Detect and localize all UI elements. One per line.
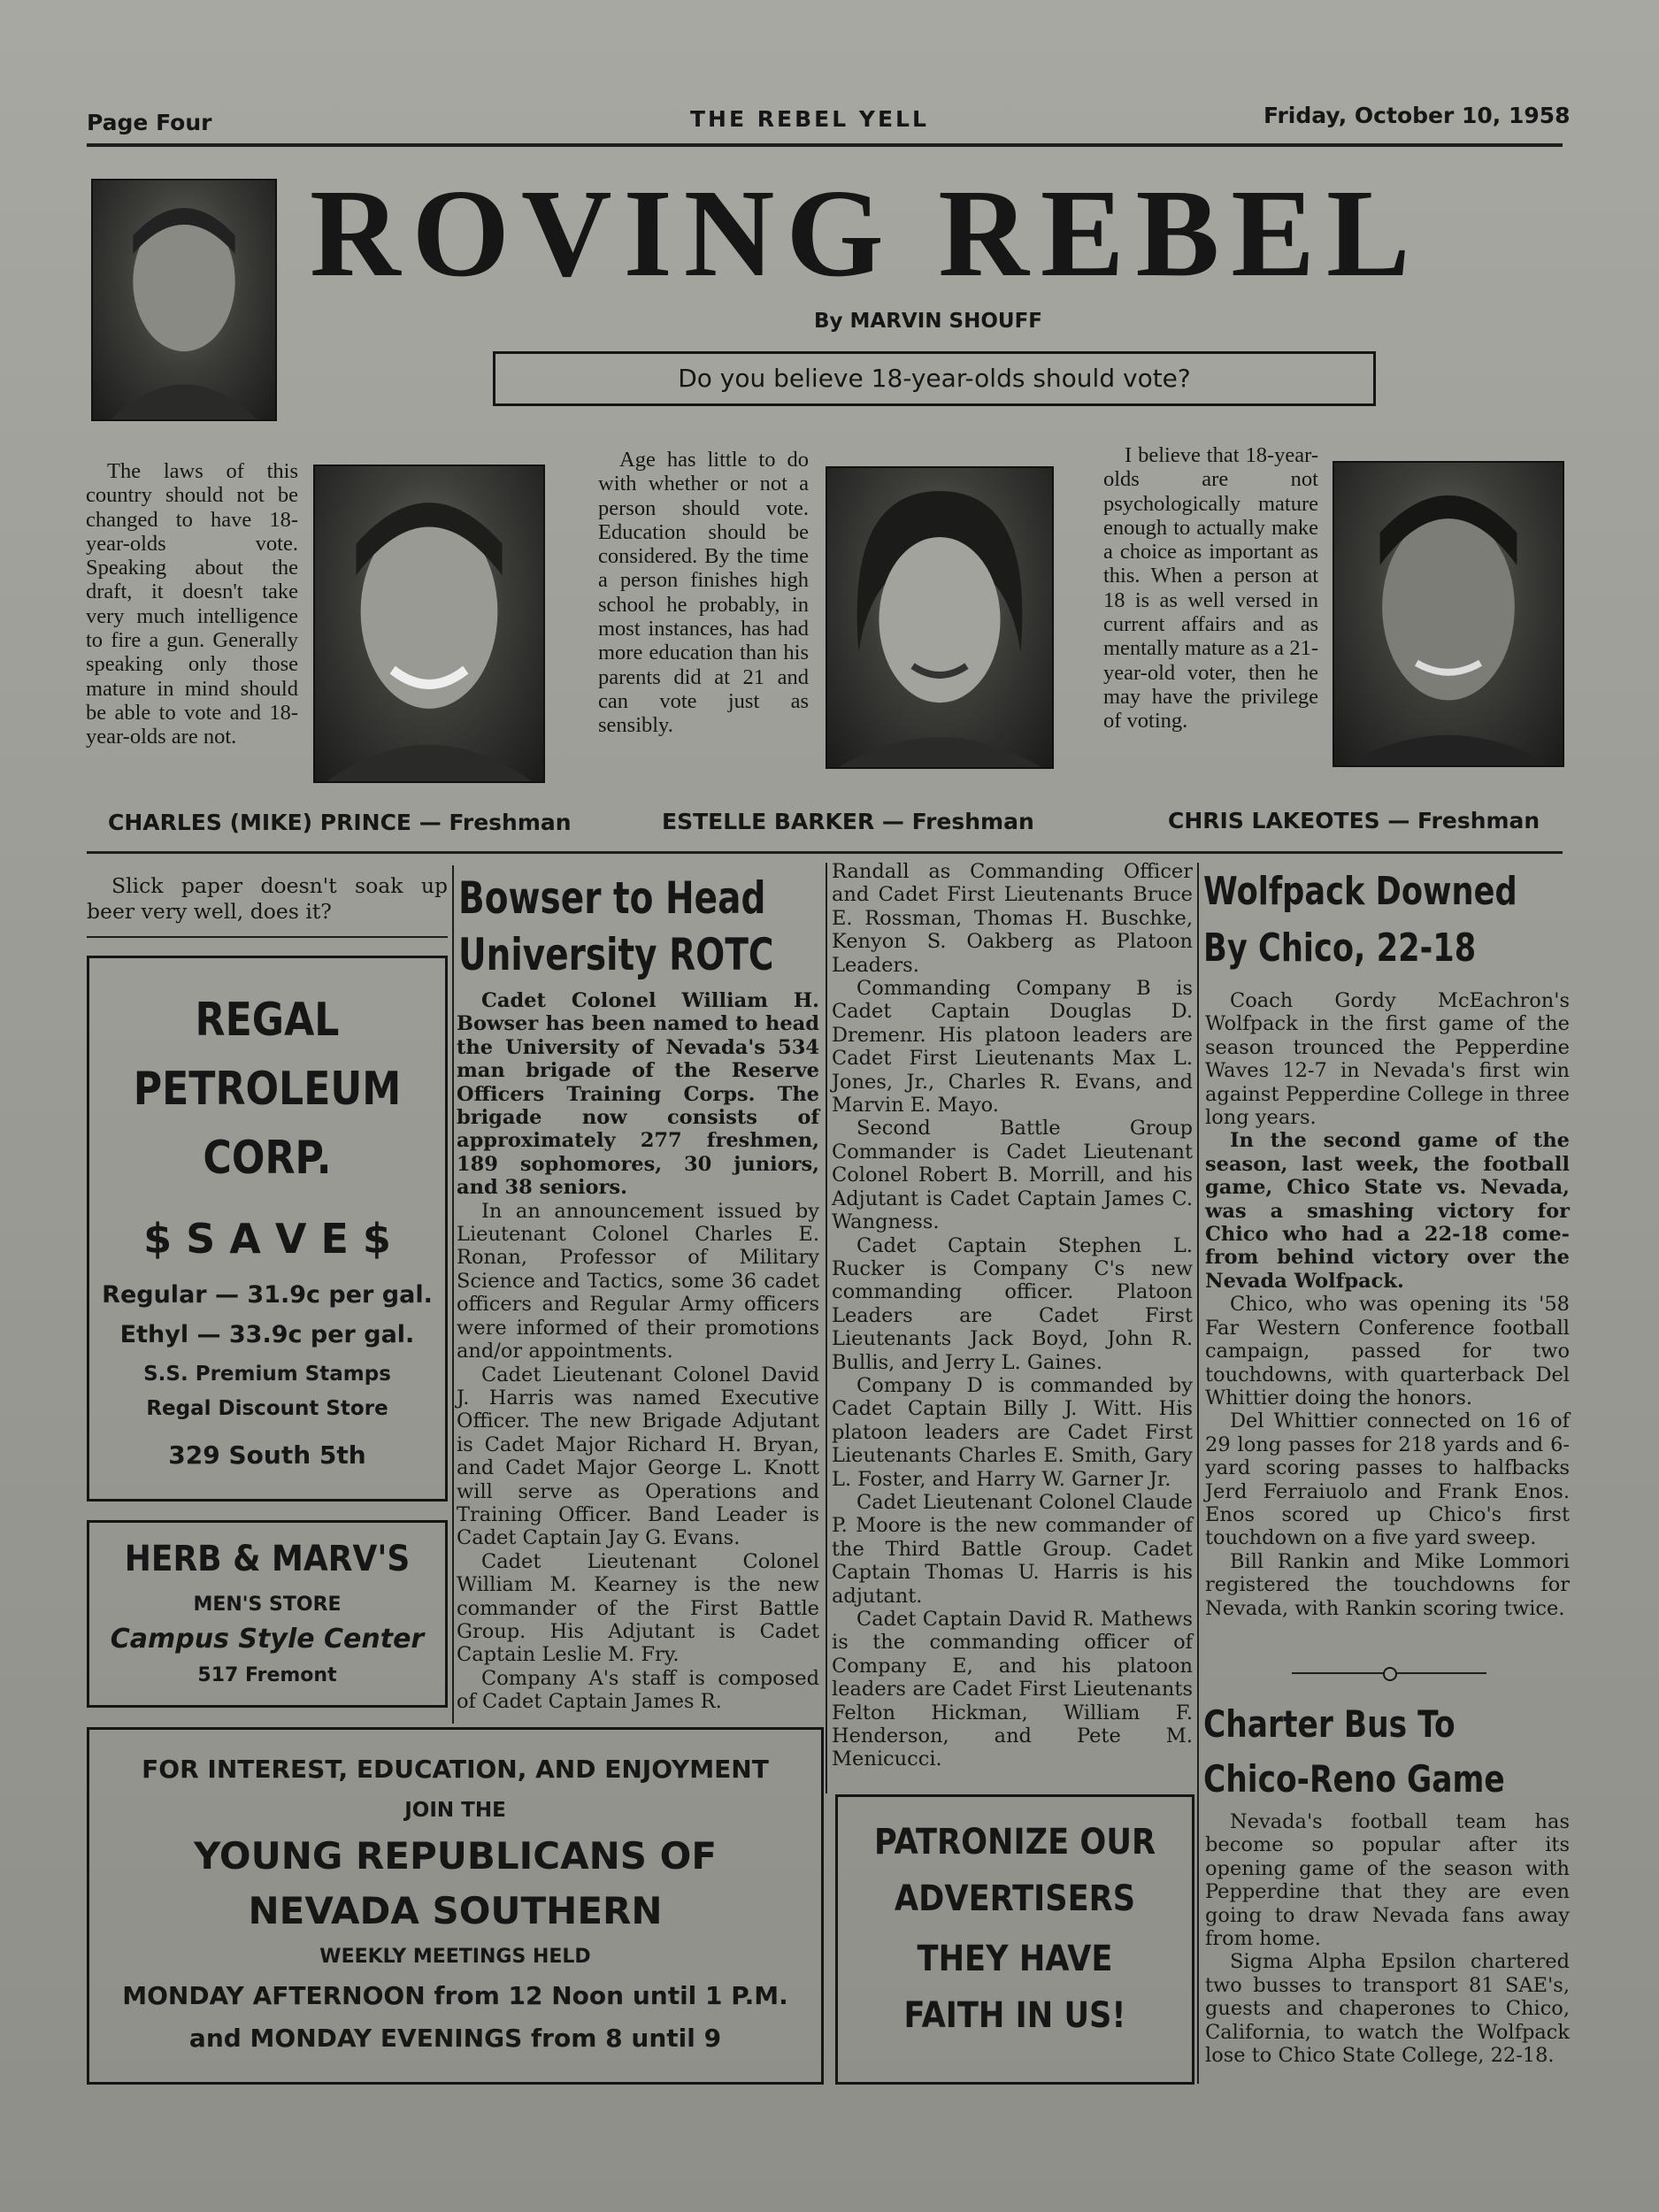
regal-line3: CORP.: [203, 1132, 332, 1185]
question-box: [493, 351, 1376, 406]
column-divider-3: [1197, 863, 1199, 2084]
young-republicans-ad: [87, 1727, 824, 2085]
ornament-circle: [1383, 1667, 1397, 1681]
herb-name: HERB & MARV'S: [124, 1539, 411, 1579]
rotc-headline-line2: University ROTC: [458, 929, 774, 980]
page-number: Page Four: [87, 110, 212, 135]
answer-1-text: The laws of this country should not be changed to have 18-year-olds vote. Speaking about the draft, it doesn't take very much intelligence to fire a gun. Generally speaking only those mature in mind should be able to vote and 18-year-olds are not.: [86, 459, 298, 749]
answer-1-photo: [313, 465, 545, 783]
filler-rule: [87, 936, 448, 938]
patronize-line2: ADVERTISERS: [894, 1878, 1136, 1919]
question-text: Do you believe 18-year-olds should vote?: [678, 364, 1191, 393]
regal-ethyl-price: Ethyl — 33.9c per gal.: [119, 1321, 415, 1348]
answer-3-text: I believe that 18-year-olds are not psychologically mature enough to actually make a choice as important as this. When a person at 18 is as well versed in current affairs and as mentally mature as a 21-year-old voter, then he may have the privilege of voting.: [1103, 443, 1318, 733]
columnist-photo: [91, 179, 277, 421]
patronize-ad: [835, 1794, 1194, 2085]
answer-3-photo: [1333, 461, 1564, 767]
rotc-body-part2: Randall as Commanding Officer and Cadet First Lieutenants Bruce E. Rossman, Thomas H. Buschke, Kenyon S. Oakberg as Platoon Leaders. Commanding Company B is Cadet Captain Douglas D. Dremenr. His platoon leaders are Cadet First Lieutenants Max L. Jones, Jr., Charles R. Evans, and Marvin E. Mayo. Second Battle Group Commander is Cadet Lieutenant Colonel Robert B. Morrill, and his Adjutant is Cadet Captain James C. Wangness. Cadet Captain Stephen L. Rucker is Company C's new commanding officer. Platoon Leaders are Cadet First Lieutenants Jack Boyd, John R. Bullis, and Jerry L. Gaines. Company D is commanded by Cadet Captain Billy J. Witt. His platoon leaders are Cadet First Lieutenants Charles E. Smith, Gary L. Foster, and Harry W. Garner Jr. Cadet Lieutenant Colonel Claude P. Moore is the new commander of the Third Battle Group. Cadet Captain Thomas U. Harris is his adjutant. Cadet Captain David R. Mathews is the commanding officer of Company E, and his platoon leaders are Cadet First Lieutenants Felton Hickman, William F. Henderson, and Pete M. Menicucci.: [832, 860, 1193, 1771]
regal-stamps: S.S. Premium Stamps: [143, 1363, 391, 1386]
regal-address: 329 South 5th: [168, 1440, 366, 1470]
regal-save: $ S A V E $: [143, 1215, 391, 1263]
patronize-line1: PATRONIZE OUR: [873, 1822, 1156, 1863]
wolfpack-body: Coach Gordy McEachron's Wolfpack in the first game of the season trounced the Pepperdine Waves 12-7 in Nevada's first win against Pepperdine College in three long years. In the second game of the season, last week, the football game, Chico State vs. Nevada, was a smashing victory for Chico who had a 22-18 come-from behind victory over the Nevada Wolfpack. Chico, who was opening its '58 Far Western Conference football campaign, passed for two touchdowns, with quarterback Del Whittier doing the honors. Del Whittier connected on 16 of 29 long passes for 218 yards and 6-yard scoring passes to halfbacks Jerd Ferraiuolo and Frank Enos. Enos scored up Chico's first touchdown on a five yard sweep. Bill Rankin and Mike Lommori registered the touchdowns for Nevada, with Rankin scoring twice.: [1205, 989, 1570, 1620]
wolfpack-headline-line1: Wolfpack Downed: [1203, 869, 1517, 914]
patronize-line3: THEY HAVE: [917, 1939, 1113, 1979]
yr-line7: and MONDAY EVENINGS from 8 until 9: [188, 2024, 722, 2053]
regal-petroleum-ad: [87, 956, 448, 1502]
answer-2-text: Age has little to do with whether or not a person should vote. Education should be considered. By the time a person finishes high school he probably, in most instances, has had more education than his parents did at 21 and can vote just as sensibly.: [598, 448, 809, 738]
charter-headline-line1: Charter Bus To: [1203, 1702, 1455, 1746]
herb-store: MEN'S STORE: [193, 1594, 342, 1616]
regal-regular-price: Regular — 31.9c per gal.: [102, 1281, 433, 1309]
column-divider-1: [452, 865, 454, 1724]
answer-2-photo: [826, 466, 1054, 769]
patronize-line4: FAITH IN US!: [903, 1995, 1126, 2036]
herb-marvs-ad: [87, 1520, 448, 1708]
herb-address: 517 Fremont: [197, 1664, 337, 1686]
rotc-headline-line1: Bowser to Head: [458, 872, 766, 924]
yr-line6: MONDAY AFTERNOON from 12 Noon until 1 P.M.: [122, 1981, 788, 2010]
yr-line3: YOUNG REPUBLICANS OF: [193, 1834, 718, 1878]
regal-line1: REGAL: [195, 994, 340, 1047]
filler-note: Slick paper doesn't soak up beer very well, does it?: [87, 873, 448, 924]
rotc-body-part1: Cadet Colonel William H. Bowser has been named to head the University of Nevada's 534 man brigade of the Reserve Officers Training Corps. The brigade now consists of approximately 277 freshmen, 189 sophomores, 30 juniors, and 38 seniors. In an announcement issued by Lieutenant Colonel Charles E. Ronan, Professor of Military Science and Tactics, some 36 cadet officers and Regular Army officers were informed of their promotions and/or appointments. Cadet Lieutenant Colonel David J. Harris was named Executive Officer. The new Brigade Adjutant is Cadet Major Richard H. Bryan, and Cadet Major George L. Knott will serve as Operations and Training Officer. Band Leader is Cadet Captain Jay G. Evans. Cadet Lieutenant Colonel William M. Kearney is the new commander of the First Battle Group. His Adjutant is Cadet Captain Leslie M. Fry. Company A's staff is composed of Cadet Captain James R.: [457, 989, 819, 1714]
yr-line2: JOIN THE: [404, 1799, 506, 1822]
column-title: ROVING REBEL: [310, 163, 1422, 303]
newspaper-name: THE REBEL YELL: [690, 106, 929, 132]
yr-line4: NEVADA SOUTHERN: [248, 1889, 663, 1932]
answer-3-caption: CHRIS LAKEOTES — Freshman: [1168, 808, 1540, 833]
masthead-rule: [87, 143, 1563, 147]
answer-2-caption: ESTELLE BARKER — Freshman: [662, 809, 1034, 834]
answer-1-caption: CHARLES (MIKE) PRINCE — Freshman: [108, 810, 572, 835]
herb-slogan: Campus Style Center: [110, 1624, 425, 1655]
regal-line2: PETROLEUM: [133, 1063, 402, 1116]
charter-body: Nevada's football team has become so popular after its opening game of the season with Pepperdine that they are even going to draw Nevada fans away from home. Sigma Alpha Epsilon chartered two busses to transport 81 SAE's, guests and chaperones to Chico, California, to watch the Wolfpack lose to Chico State College, 22-18.: [1205, 1810, 1570, 2068]
wolfpack-headline-line2: By Chico, 22-18: [1203, 926, 1477, 971]
issue-date: Friday, October 10, 1958: [1263, 103, 1571, 128]
yr-line5: WEEKLY MEETINGS HELD: [319, 1946, 591, 1968]
section-rule: [87, 851, 1563, 854]
regal-discount: Regal Discount Store: [146, 1397, 388, 1420]
yr-line1: FOR INTEREST, EDUCATION, AND ENJOYMENT: [142, 1755, 769, 1784]
charter-headline-line2: Chico-Reno Game: [1203, 1757, 1505, 1801]
byline: By MARVIN SHOUFF: [814, 310, 1043, 333]
column-divider-2: [826, 863, 827, 1793]
